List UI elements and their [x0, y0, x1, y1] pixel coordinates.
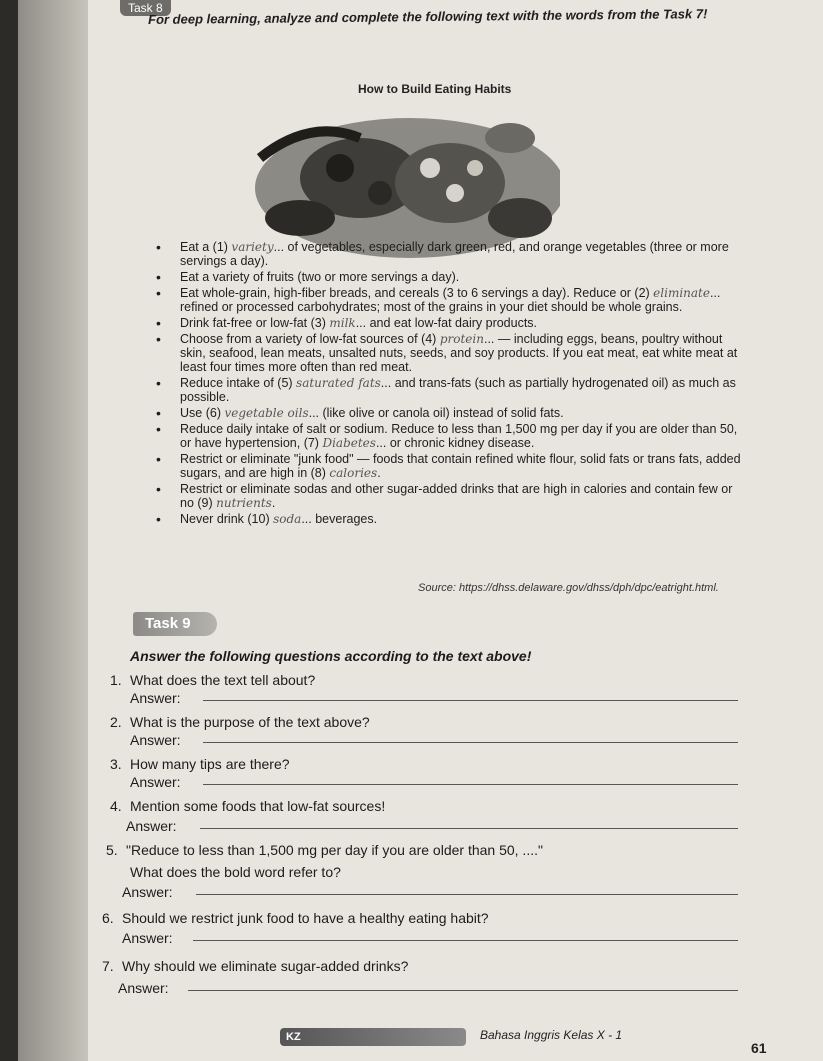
bullet-dot: •: [156, 511, 161, 527]
question-number: 2.: [110, 714, 122, 730]
question-number: 3.: [110, 756, 122, 772]
task-8-tag: Task 8: [120, 0, 171, 16]
book-title: Bahasa Inggris Kelas X - 1: [480, 1028, 623, 1042]
task-instruction: For deep learning, analyze and complete the following text with the words from the Task 7!: [148, 6, 708, 27]
question-text: Should we restrict junk food to have a healthy eating habit?: [122, 910, 489, 926]
bullet-dot: •: [156, 269, 161, 285]
task-9-banner: Task 9: [133, 612, 217, 636]
task-9-instruction: Answer the following questions according to the text above!: [130, 648, 532, 664]
handwritten-answer: soda: [273, 512, 302, 526]
handwritten-answer: Diabetes: [322, 436, 376, 450]
question-number: 7.: [102, 958, 114, 974]
publisher-badge: KZ: [280, 1028, 466, 1046]
answer-line[interactable]: [203, 700, 738, 701]
question-number: 4.: [110, 798, 122, 814]
handwritten-answer: milk: [329, 316, 356, 330]
list-item: • Restrict or eliminate sodas and other sugar-added drinks that are high in calories and contain few or no (9) nutrients.: [156, 481, 733, 510]
question-number: 5.: [106, 842, 118, 858]
handwritten-answer: saturated fats: [296, 376, 381, 390]
bullet-dot: •: [156, 451, 161, 467]
answer-label: Answer:: [130, 732, 181, 748]
page-number: 61: [751, 1040, 767, 1056]
handwritten-answer: vegetable oils: [224, 406, 309, 420]
bullet-dot: •: [156, 375, 161, 391]
text-title: How to Build Eating Habits: [358, 82, 512, 96]
bullet-dot: •: [156, 285, 161, 301]
question-number: 6.: [102, 910, 114, 926]
book-page: [18, 0, 823, 1061]
handwritten-answer: nutrients: [216, 496, 272, 510]
question-text: Mention some foods that low-fat sources!: [130, 798, 386, 814]
answer-line[interactable]: [196, 894, 738, 895]
answer-label: Answer:: [130, 690, 181, 706]
answer-label: Answer:: [130, 774, 181, 790]
healthy-food-illustration: [240, 98, 560, 258]
bullet-dot: •: [156, 315, 161, 331]
bullet-dot: •: [156, 481, 161, 497]
handwritten-answer: eliminate: [653, 286, 710, 300]
answer-line[interactable]: [200, 828, 738, 829]
handwritten-answer: variety: [231, 240, 274, 254]
question-subtext: What does the bold word refer to?: [130, 864, 341, 880]
list-item: • Use (6) vegetable oils... (like olive or canola oil) instead of solid fats.: [156, 405, 564, 421]
list-item: • Eat a (1) variety... of vegetables, especially dark green, red, and orange vegetables (three or more servings a day).: [156, 239, 729, 268]
bullet-dot: •: [156, 421, 161, 437]
answer-line[interactable]: [188, 990, 738, 991]
list-item: • Never drink (10) soda... beverages.: [156, 511, 378, 527]
source-citation: Source: https://dhss.delaware.gov/dhss/dph/dpc/eatright.html.: [418, 582, 719, 594]
tips-list: [138, 240, 748, 528]
question-text: What is the purpose of the text above?: [130, 714, 370, 730]
handwritten-answer: calories: [329, 466, 378, 480]
handwritten-answer: protein: [439, 332, 484, 346]
list-item: • Eat a variety of fruits (two or more servings a day).: [156, 269, 460, 285]
answer-label: Answer:: [126, 818, 177, 834]
answer-label: Answer:: [118, 980, 169, 996]
answer-line[interactable]: [193, 940, 738, 941]
answer-line[interactable]: [203, 784, 738, 785]
question-text: "Reduce to less than 1,500 mg per day if you are older than 50, ....": [126, 842, 543, 858]
list-item: • Reduce intake of (5) saturated fats... and trans-fats (such as partially hydrogenated oil) as much as possible.: [156, 375, 736, 404]
answer-line[interactable]: [203, 742, 738, 743]
question-number: 1.: [110, 672, 122, 688]
list-item: • Drink fat-free or low-fat (3) milk... and eat low-fat dairy products.: [156, 315, 538, 331]
question-text: What does the text tell about?: [130, 672, 316, 688]
answer-label: Answer:: [122, 930, 173, 946]
question-text: How many tips are there?: [130, 756, 290, 772]
list-item: • Choose from a variety of low-fat sources of (4) protein... — including eggs, beans, poultry without skin, seafood, lean meats, unsalted nuts, seeds, and soy products. If you eat meat, eat white meat at least four times more often than red meat.: [156, 331, 738, 374]
bullet-dot: •: [156, 239, 161, 255]
bullet-dot: •: [156, 405, 161, 421]
list-item: • Eat whole-grain, high-fiber breads, and cereals (3 to 6 servings a day). Reduce or (2) eliminate... refined or processed carbohydrates; most of the grains in your diet should be whole grains.: [156, 285, 721, 314]
question-text: Why should we eliminate sugar-added drinks?: [122, 958, 409, 974]
list-item: • Restrict or eliminate "junk food" — foods that contain refined white flour, solid fats or trans fats, added sugars, and are high in (8) calories.: [156, 451, 741, 480]
page-binding-shadow: [18, 0, 88, 1061]
answer-label: Answer:: [122, 884, 173, 900]
list-item: • Reduce daily intake of salt or sodium. Reduce to less than 1,500 mg per day if you are older than 50, or have hypertension, (7) Diabetes... or chronic kidney disease.: [156, 421, 738, 450]
bullet-dot: •: [156, 331, 161, 347]
